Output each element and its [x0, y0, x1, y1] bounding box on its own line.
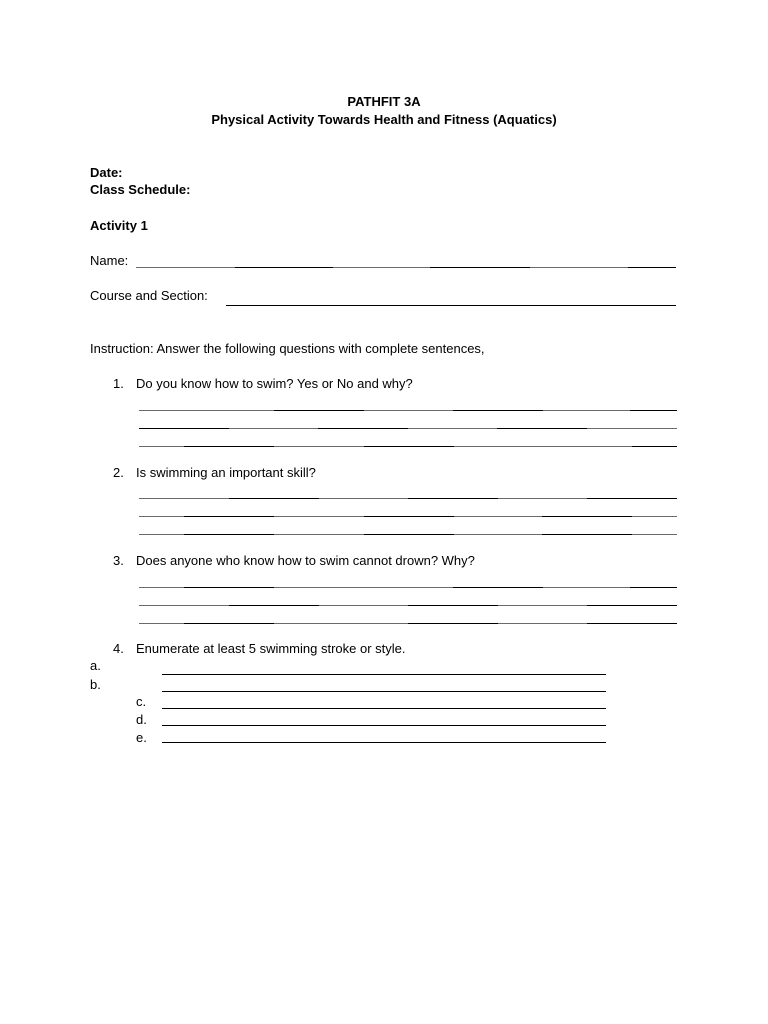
answer-line-segment [318, 428, 408, 429]
question-text: Is swimming an important skill? [136, 465, 316, 480]
question-text: Do you know how to swim? Yes or No and why? [136, 376, 413, 391]
enumeration-letter: b. [90, 677, 101, 692]
answer-line-segment [587, 498, 677, 499]
answer-line-segment [364, 534, 454, 535]
course-code: PATHFIT 3A [347, 94, 421, 109]
instruction-text: Instruction: Answer the following questions with complete sentences, [90, 341, 485, 356]
answer-line-segment [139, 428, 229, 429]
name-label: Name: [90, 253, 129, 268]
answer-line-segment [184, 516, 274, 517]
answer-line-segment [184, 587, 274, 588]
enumeration-letter: d. [136, 712, 147, 727]
answer-line-segment [408, 605, 498, 606]
enumeration-letter: c. [136, 694, 147, 709]
answer-line-segment [229, 498, 319, 499]
class-schedule-label: Class Schedule: [90, 182, 191, 197]
answer-line-segment [632, 446, 677, 447]
name-line-segment [430, 267, 530, 268]
enumeration-line[interactable] [162, 708, 606, 709]
answer-line-segment [364, 516, 454, 517]
enumeration-letter: a. [90, 658, 101, 673]
answer-line-segment [453, 587, 543, 588]
answer-line-segment [587, 623, 677, 624]
name-line[interactable] [136, 267, 676, 268]
name-line-segment [628, 267, 676, 268]
enumeration-line[interactable] [162, 742, 606, 743]
date-label: Date: [90, 165, 123, 180]
question-number: 2. [113, 465, 124, 480]
course-title: Physical Activity Towards Health and Fitness (Aquatics) [211, 112, 557, 127]
question-text: Enumerate at least 5 swimming stroke or style. [136, 641, 406, 656]
answer-line-segment [587, 605, 677, 606]
enumeration-letter: e. [136, 730, 147, 745]
answer-line-segment [630, 587, 677, 588]
question-number: 3. [113, 553, 124, 568]
answer-line-segment [184, 446, 274, 447]
enumeration-line[interactable] [162, 674, 606, 675]
answer-line-segment [408, 623, 498, 624]
answer-line-segment [542, 534, 632, 535]
answer-line-segment [453, 410, 543, 411]
answer-line-segment [229, 605, 319, 606]
question-text: Does anyone who know how to swim cannot drown? Why? [136, 553, 475, 568]
name-line-segment [235, 267, 333, 268]
question-number: 4. [113, 641, 124, 656]
answer-line[interactable] [139, 410, 677, 411]
answer-line-segment [184, 534, 274, 535]
activity-title: Activity 1 [90, 218, 148, 233]
answer-line-segment [542, 516, 632, 517]
answer-line-segment [184, 623, 274, 624]
course-section-label: Course and Section: [90, 288, 208, 303]
answer-line-segment [408, 498, 498, 499]
enumeration-line[interactable] [162, 725, 606, 726]
course-section-line[interactable] [226, 305, 676, 306]
answer-line-segment [274, 410, 364, 411]
answer-line-segment [630, 410, 677, 411]
question-number: 1. [113, 376, 124, 391]
answer-line-segment [364, 446, 454, 447]
enumeration-line[interactable] [162, 691, 606, 692]
answer-line-segment [497, 428, 587, 429]
